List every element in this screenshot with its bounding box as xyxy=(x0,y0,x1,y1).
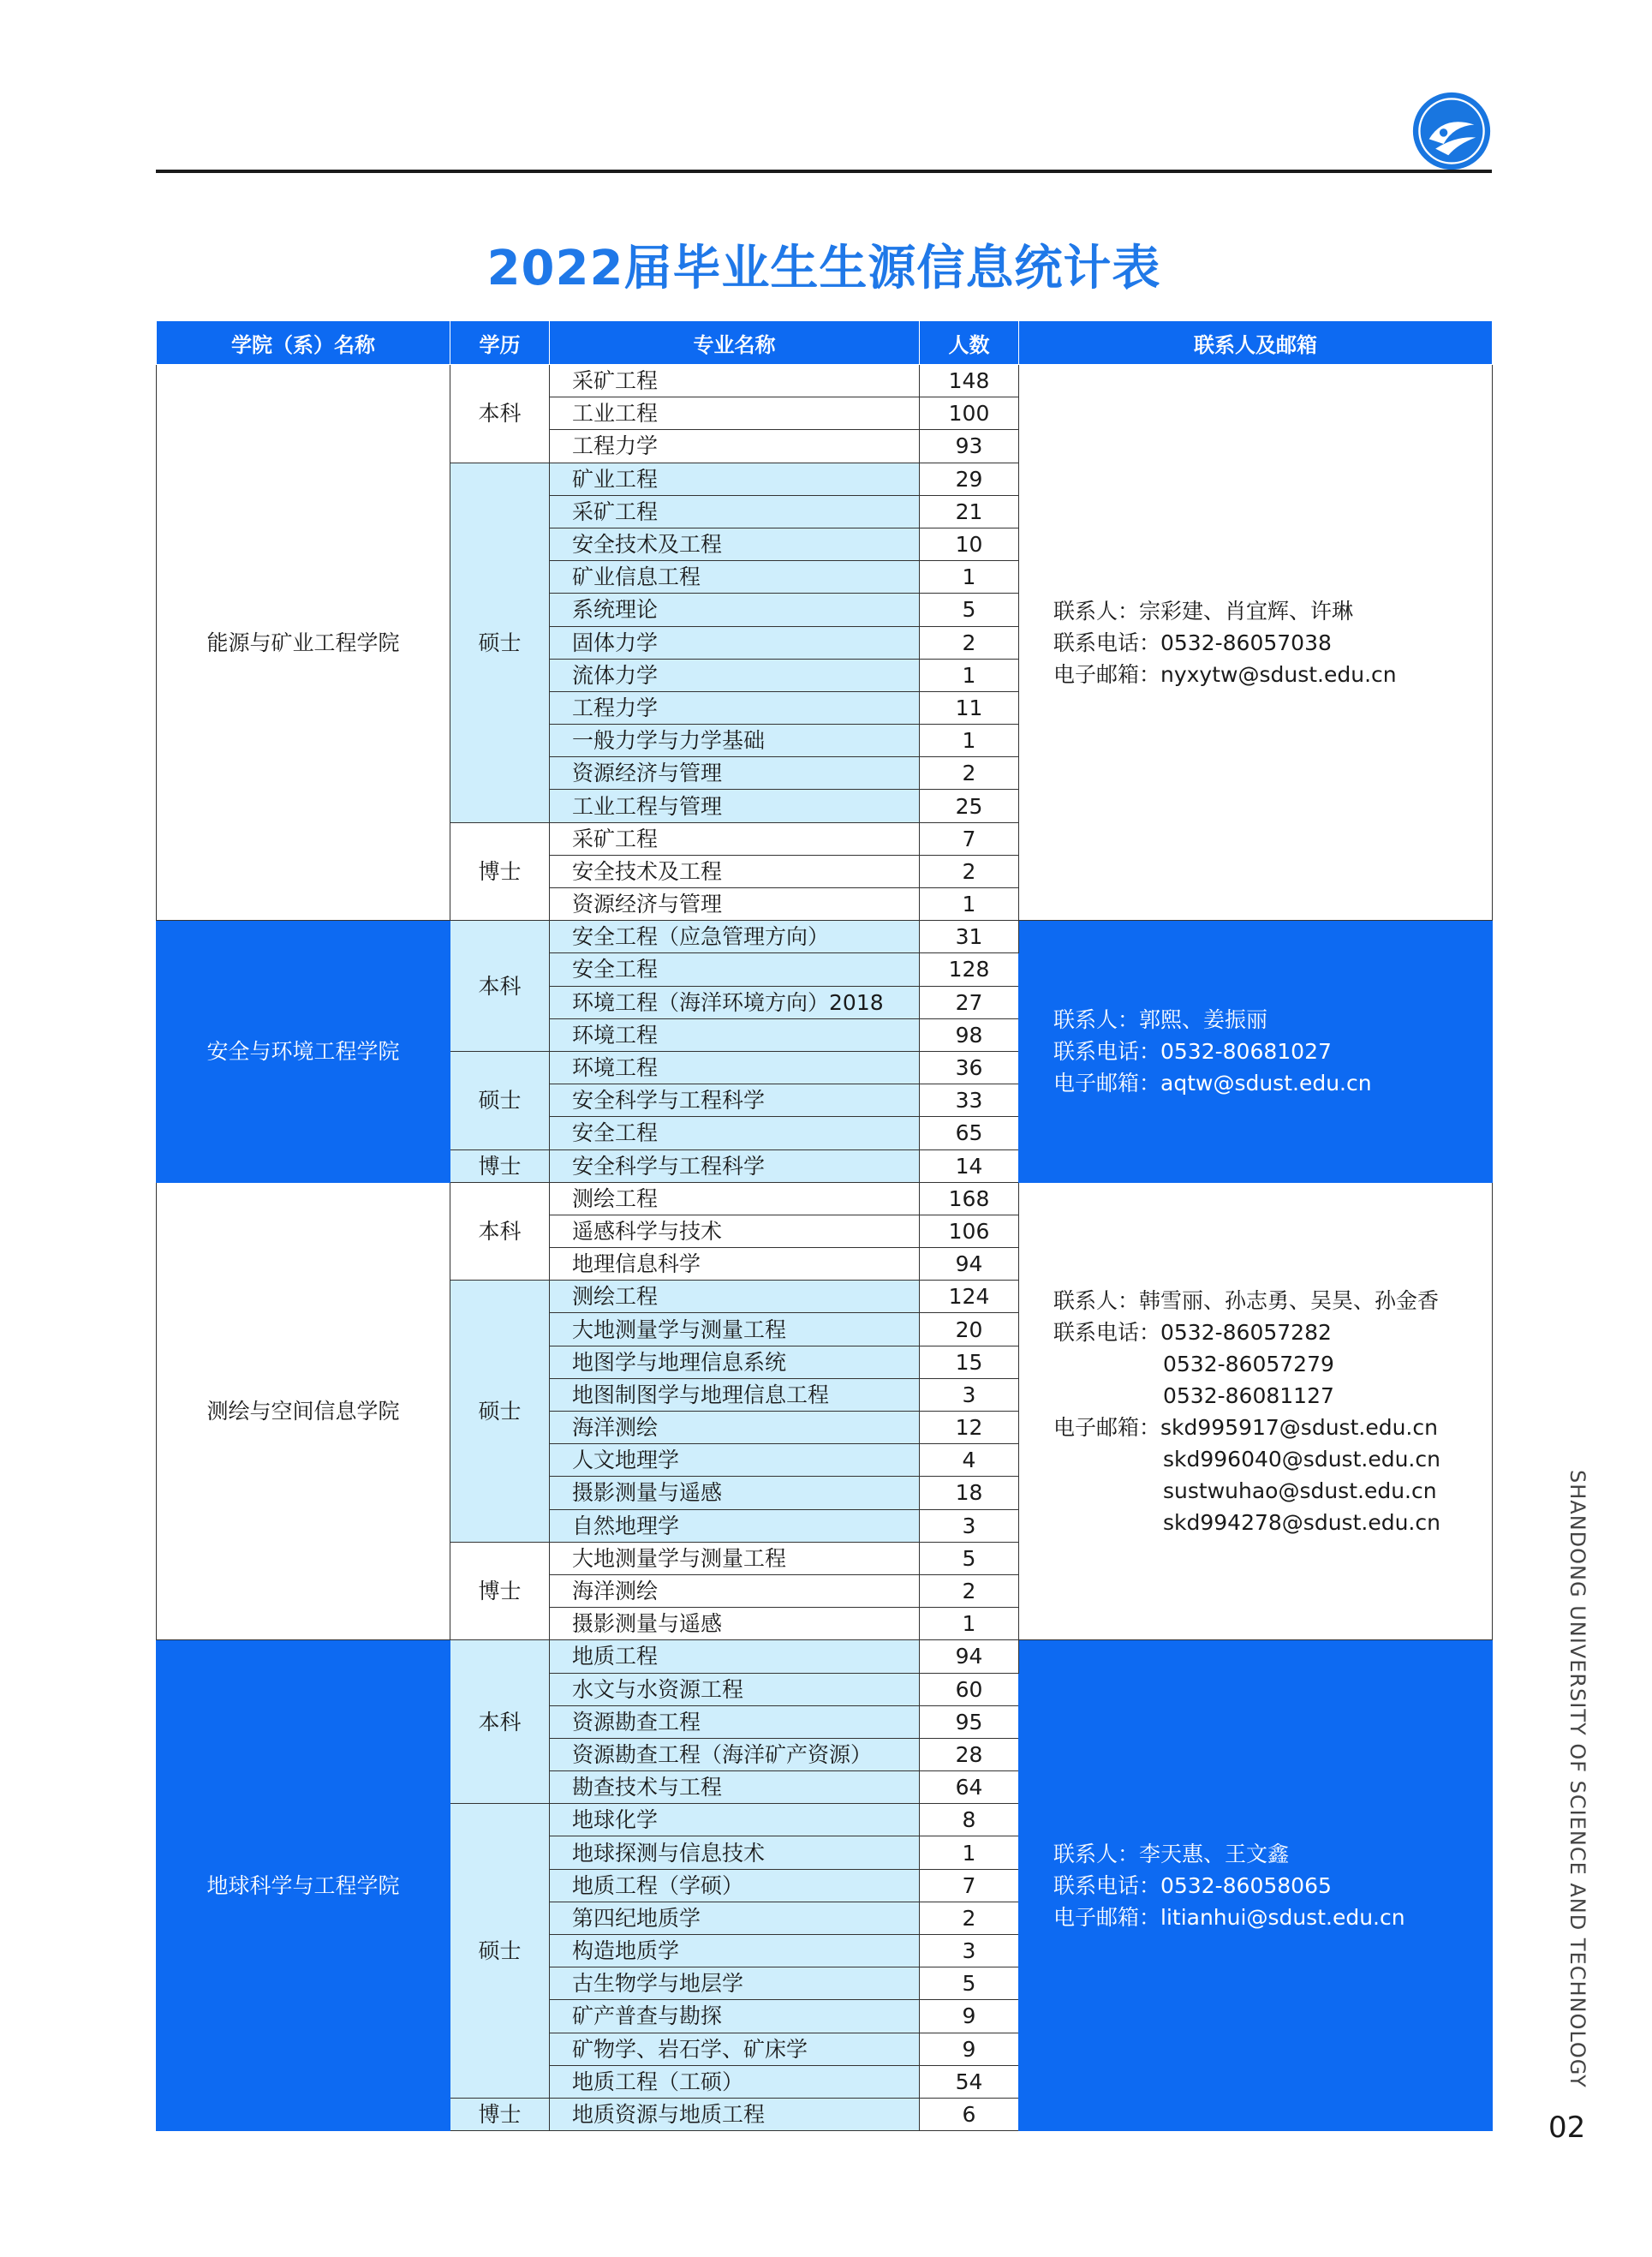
graduate-count: 2 xyxy=(920,626,1019,659)
graduate-count: 94 xyxy=(920,1640,1019,1673)
degree-level: 本科 xyxy=(450,1182,550,1281)
major-name: 遥感科学与技术 xyxy=(550,1215,920,1247)
graduate-count: 3 xyxy=(920,1509,1019,1542)
graduate-count: 25 xyxy=(920,790,1019,822)
contact-line: 联系人：李天惠、王文鑫 xyxy=(1053,1841,1290,1866)
graduate-count: 1 xyxy=(920,1836,1019,1869)
major-name: 安全工程（应急管理方向） xyxy=(550,921,920,953)
major-name: 环境工程（海洋环境方向）2018 xyxy=(550,986,920,1018)
graduate-count: 5 xyxy=(920,1967,1019,2000)
major-name: 一般力学与力学基础 xyxy=(550,725,920,757)
contact-line: 电子邮箱：aqtw@sdust.edu.cn xyxy=(1053,1070,1372,1096)
major-name: 资源经济与管理 xyxy=(550,757,920,790)
header-contact: 联系人及邮箱 xyxy=(1019,321,1493,365)
major-name: 工业工程 xyxy=(550,397,920,430)
contact-line: 电子邮箱：skd995917@sdust.edu.cn xyxy=(1053,1414,1438,1440)
major-name: 摄影测量与遥感 xyxy=(550,1477,920,1509)
degree-level: 本科 xyxy=(450,1640,550,1804)
page-number: 02 xyxy=(1548,2111,1586,2145)
table-row xyxy=(157,365,1493,397)
major-name: 资源勘查工程 xyxy=(550,1705,920,1738)
major-name: 矿业信息工程 xyxy=(550,561,920,594)
graduate-count: 64 xyxy=(920,1771,1019,1804)
graduate-count: 93 xyxy=(920,430,1019,463)
graduate-count: 7 xyxy=(920,822,1019,855)
graduate-count: 100 xyxy=(920,397,1019,430)
header-rule xyxy=(156,170,1492,173)
major-name: 人文地理学 xyxy=(550,1444,920,1477)
major-name: 大地测量学与测量工程 xyxy=(550,1542,920,1574)
contact-info xyxy=(1019,921,1493,1183)
major-name: 安全技术及工程 xyxy=(550,855,920,887)
graduate-count: 10 xyxy=(920,528,1019,560)
table-row xyxy=(157,921,1493,953)
graduate-count: 36 xyxy=(920,1051,1019,1084)
graduate-count: 94 xyxy=(920,1248,1019,1281)
major-name: 摄影测量与遥感 xyxy=(550,1608,920,1640)
major-name: 测绘工程 xyxy=(550,1281,920,1313)
degree-level: 本科 xyxy=(450,365,550,463)
major-name: 地球探测与信息技术 xyxy=(550,1836,920,1869)
contact-line: 电子邮箱：litianhui@sdust.edu.cn xyxy=(1053,1904,1405,1930)
major-name: 地图制图学与地理信息工程 xyxy=(550,1378,920,1411)
contact-line: 联系人：韩雪丽、孙志勇、吴昊、孙金香 xyxy=(1053,1287,1440,1313)
major-name: 安全技术及工程 xyxy=(550,528,920,560)
major-name: 构造地质学 xyxy=(550,1935,920,1967)
major-name: 采矿工程 xyxy=(550,495,920,528)
graduate-count: 3 xyxy=(920,1935,1019,1967)
major-name: 古生物学与地层学 xyxy=(550,1967,920,2000)
major-name: 自然地理学 xyxy=(550,1509,920,1542)
major-name: 测绘工程 xyxy=(550,1182,920,1215)
major-name: 环境工程 xyxy=(550,1051,920,1084)
major-name: 工程力学 xyxy=(550,430,920,463)
graduate-count: 5 xyxy=(920,594,1019,626)
major-name: 安全工程 xyxy=(550,1117,920,1149)
graduate-count: 5 xyxy=(920,1542,1019,1574)
degree-level: 博士 xyxy=(450,1149,550,1182)
major-name: 资源勘查工程（海洋矿产资源） xyxy=(550,1738,920,1770)
graduate-count: 33 xyxy=(920,1084,1019,1117)
graduate-count: 2 xyxy=(920,757,1019,790)
contact-info xyxy=(1019,365,1493,921)
graduate-count: 27 xyxy=(920,986,1019,1018)
contact-line: 联系电话：0532-86057282 xyxy=(1053,1319,1332,1345)
header-college: 学院（系）名称 xyxy=(157,321,450,365)
graduate-count: 18 xyxy=(920,1477,1019,1509)
major-name: 矿物学、岩石学、矿床学 xyxy=(550,2033,920,2065)
degree-level: 本科 xyxy=(450,921,550,1052)
graduate-statistics-table xyxy=(156,320,1493,2131)
graduate-count: 4 xyxy=(920,1444,1019,1477)
college-name: 安全与环境工程学院 xyxy=(157,921,450,1183)
major-name: 地理信息科学 xyxy=(550,1248,920,1281)
graduate-count: 1 xyxy=(920,888,1019,921)
graduate-count: 148 xyxy=(920,365,1019,397)
major-name: 资源经济与管理 xyxy=(550,888,920,921)
college-name: 地球科学与工程学院 xyxy=(157,1640,450,2131)
major-name: 大地测量学与测量工程 xyxy=(550,1313,920,1346)
degree-level: 硕士 xyxy=(450,1051,550,1149)
major-name: 矿产普查与勘探 xyxy=(550,2000,920,2033)
major-name: 工程力学 xyxy=(550,691,920,724)
graduate-count: 29 xyxy=(920,463,1019,495)
graduate-count: 106 xyxy=(920,1215,1019,1247)
contact-line: 联系电话：0532-86058065 xyxy=(1053,1872,1332,1898)
side-university-name: SHANDONG UNIVERSITY OF SCIENCE AND TECHNOLOGY xyxy=(1566,1470,1589,2088)
college-name: 测绘与空间信息学院 xyxy=(157,1182,450,1640)
major-name: 安全科学与工程科学 xyxy=(550,1149,920,1182)
header-degree: 学历 xyxy=(450,321,550,365)
major-name: 系统理论 xyxy=(550,594,920,626)
degree-level: 博士 xyxy=(450,2098,550,2130)
graduate-count: 3 xyxy=(920,1378,1019,1411)
contact-line: 0532-86057279 xyxy=(1163,1351,1334,1376)
graduate-count: 11 xyxy=(920,691,1019,724)
graduate-count: 8 xyxy=(920,1804,1019,1836)
major-name: 采矿工程 xyxy=(550,822,920,855)
major-name: 第四纪地质学 xyxy=(550,1902,920,1934)
graduate-count: 65 xyxy=(920,1117,1019,1149)
table-row xyxy=(157,1640,1493,1673)
graduate-count: 9 xyxy=(920,2033,1019,2065)
major-name: 工业工程与管理 xyxy=(550,790,920,822)
graduate-count: 20 xyxy=(920,1313,1019,1346)
graduate-count: 95 xyxy=(920,1705,1019,1738)
major-name: 水文与水资源工程 xyxy=(550,1673,920,1705)
major-name: 地质工程（工硕） xyxy=(550,2065,920,2098)
major-name: 流体力学 xyxy=(550,659,920,691)
graduate-count: 21 xyxy=(920,495,1019,528)
graduate-count: 60 xyxy=(920,1673,1019,1705)
contact-line: skd994278@sdust.edu.cn xyxy=(1163,1509,1440,1535)
header-count: 人数 xyxy=(920,321,1019,365)
graduate-count: 124 xyxy=(920,1281,1019,1313)
graduate-count: 168 xyxy=(920,1182,1019,1215)
major-name: 采矿工程 xyxy=(550,365,920,397)
major-name: 安全科学与工程科学 xyxy=(550,1084,920,1117)
contact-line: 联系人：郭熙、姜振丽 xyxy=(1053,1006,1268,1032)
university-logo-icon xyxy=(1411,91,1492,171)
graduate-count: 12 xyxy=(920,1412,1019,1444)
table-row xyxy=(157,1182,1493,1215)
major-name: 地图学与地理信息系统 xyxy=(550,1346,920,1378)
contact-line: sustwuhao@sdust.edu.cn xyxy=(1163,1478,1437,1503)
degree-level: 硕士 xyxy=(450,1281,550,1543)
contact-line: 0532-86081127 xyxy=(1163,1382,1334,1408)
header-major: 专业名称 xyxy=(550,321,920,365)
graduate-count: 2 xyxy=(920,855,1019,887)
graduate-count: 2 xyxy=(920,1902,1019,1934)
contact-line: 联系电话：0532-86057038 xyxy=(1053,630,1332,655)
graduate-count: 9 xyxy=(920,2000,1019,2033)
major-name: 地质工程 xyxy=(550,1640,920,1673)
major-name: 安全工程 xyxy=(550,953,920,986)
graduate-count: 7 xyxy=(920,1869,1019,1902)
contact-line: 联系电话：0532-80681027 xyxy=(1053,1038,1332,1064)
page-title: 2022届毕业生生源信息统计表 xyxy=(486,241,1161,296)
graduate-count: 31 xyxy=(920,921,1019,953)
major-name: 勘查技术与工程 xyxy=(550,1771,920,1804)
contact-info xyxy=(1019,1182,1493,1640)
graduate-count: 28 xyxy=(920,1738,1019,1770)
graduate-count: 14 xyxy=(920,1149,1019,1182)
degree-level: 硕士 xyxy=(450,1804,550,2099)
major-name: 海洋测绘 xyxy=(550,1412,920,1444)
graduate-count: 2 xyxy=(920,1574,1019,1607)
graduate-count: 1 xyxy=(920,725,1019,757)
graduate-count: 15 xyxy=(920,1346,1019,1378)
graduate-count: 128 xyxy=(920,953,1019,986)
major-name: 地质工程（学硕） xyxy=(550,1869,920,1902)
contact-line: skd996040@sdust.edu.cn xyxy=(1163,1446,1440,1472)
major-name: 地球化学 xyxy=(550,1804,920,1836)
degree-level: 博士 xyxy=(450,1542,550,1640)
major-name: 海洋测绘 xyxy=(550,1574,920,1607)
contact-line: 联系人：宗彩建、肖宜辉、许琳 xyxy=(1053,598,1354,624)
contact-line: 电子邮箱：nyxytw@sdust.edu.cn xyxy=(1053,661,1397,687)
major-name: 地质资源与地质工程 xyxy=(550,2098,920,2130)
major-name: 矿业工程 xyxy=(550,463,920,495)
graduate-count: 1 xyxy=(920,659,1019,691)
degree-level: 博士 xyxy=(450,822,550,921)
major-name: 固体力学 xyxy=(550,626,920,659)
graduate-count: 98 xyxy=(920,1018,1019,1051)
graduate-count: 6 xyxy=(920,2098,1019,2130)
degree-level: 硕士 xyxy=(450,463,550,822)
table-header-row xyxy=(157,321,1493,365)
graduate-count: 1 xyxy=(920,561,1019,594)
graduate-count: 1 xyxy=(920,1608,1019,1640)
major-name: 环境工程 xyxy=(550,1018,920,1051)
contact-info xyxy=(1019,1640,1493,2131)
graduate-count: 54 xyxy=(920,2065,1019,2098)
college-name: 能源与矿业工程学院 xyxy=(157,365,450,921)
table-body xyxy=(157,365,1493,2131)
